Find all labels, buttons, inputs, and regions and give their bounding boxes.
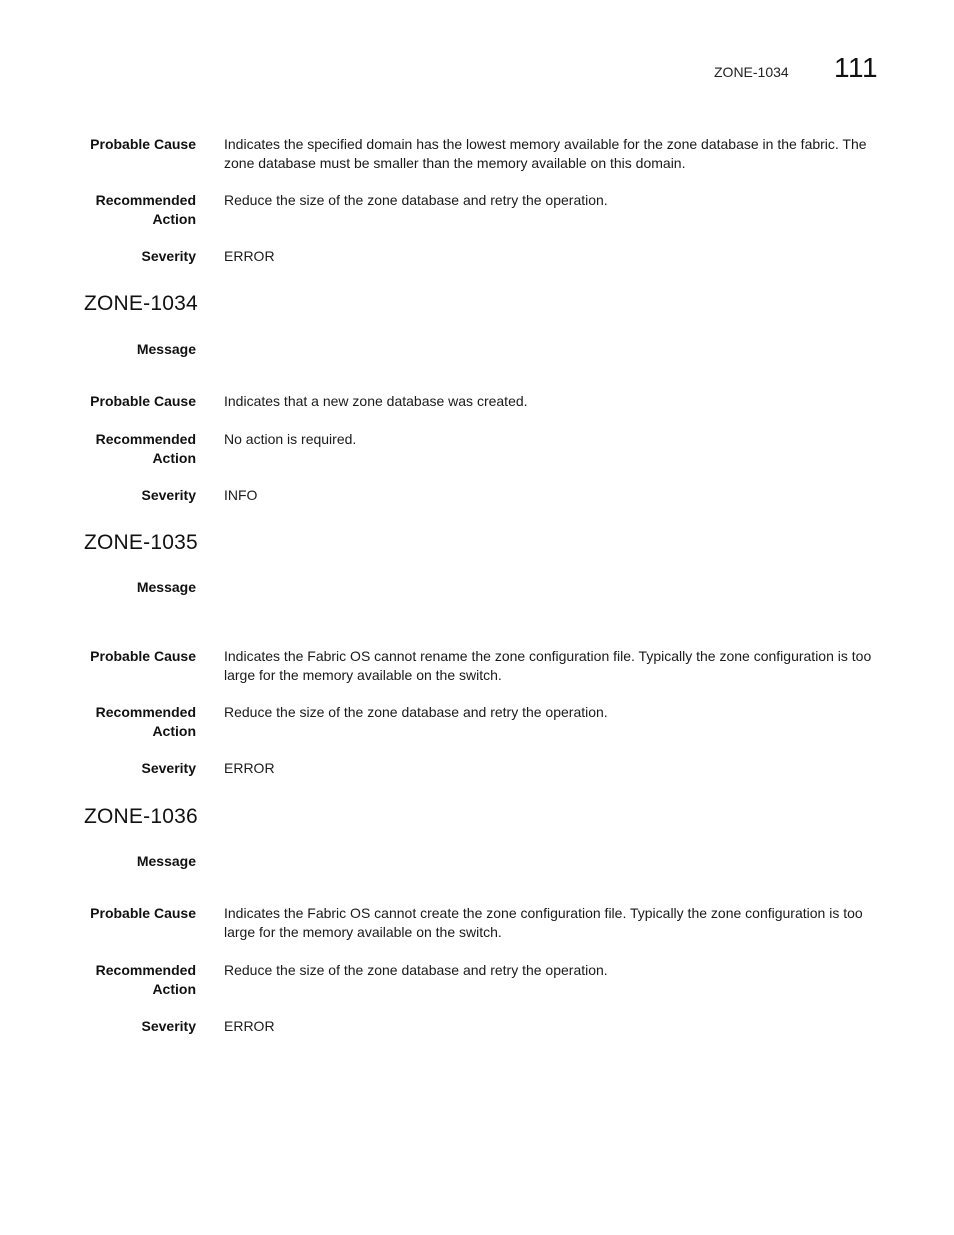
probable-cause-label: Probable Cause xyxy=(90,905,196,921)
severity-value: ERROR xyxy=(224,760,275,776)
severity-label: Severity xyxy=(141,760,196,776)
running-header-section: ZONE-1034 xyxy=(714,64,789,80)
entry-title: ZONE-1034 xyxy=(84,292,198,315)
severity-label: Severity xyxy=(141,487,196,503)
probable-cause-label: Probable Cause xyxy=(90,136,196,152)
severity-value: ERROR xyxy=(224,248,275,264)
entry-title: ZONE-1036 xyxy=(84,805,198,828)
recommended-action-label: Recommended Action xyxy=(95,431,196,466)
severity-value: ERROR xyxy=(224,1018,275,1034)
probable-cause-label: Probable Cause xyxy=(90,648,196,664)
recommended-action-text: Reduce the size of the zone database and retry the operation. xyxy=(224,192,608,208)
severity-label: Severity xyxy=(141,248,196,264)
probable-cause-text: Indicates the specified domain has the lowest memory available for the zone database in the fabric. The zone database must be smaller than the memory available on this domain. xyxy=(224,136,867,171)
probable-cause-label: Probable Cause xyxy=(90,393,196,409)
recommended-action-label: Recommended Action xyxy=(95,704,196,739)
chapter-number: 111 xyxy=(834,52,879,83)
severity-value: INFO xyxy=(224,487,258,503)
recommended-action-label: Recommended Action xyxy=(95,192,196,227)
message-label: Message xyxy=(136,579,196,595)
message-label: Message xyxy=(136,853,196,869)
recommended-action-text: No action is required. xyxy=(224,431,357,447)
message-label: Message xyxy=(136,341,196,357)
severity-label: Severity xyxy=(141,1018,196,1034)
probable-cause-text: Indicates that a new zone database was created. xyxy=(224,393,528,409)
entry-title: ZONE-1035 xyxy=(84,531,198,554)
recommended-action-text: Reduce the size of the zone database and retry the operation. xyxy=(224,704,608,720)
probable-cause-text: Indicates the Fabric OS cannot rename the zone configuration file. Typically the zone configuration is too large for the memory available on the switch. xyxy=(224,648,872,683)
probable-cause-text: Indicates the Fabric OS cannot create the zone configuration file. Typically the zone configuration is too large for the memory available on the switch. xyxy=(224,905,863,940)
recommended-action-label: Recommended Action xyxy=(95,962,196,997)
recommended-action-text: Reduce the size of the zone database and retry the operation. xyxy=(224,962,608,978)
